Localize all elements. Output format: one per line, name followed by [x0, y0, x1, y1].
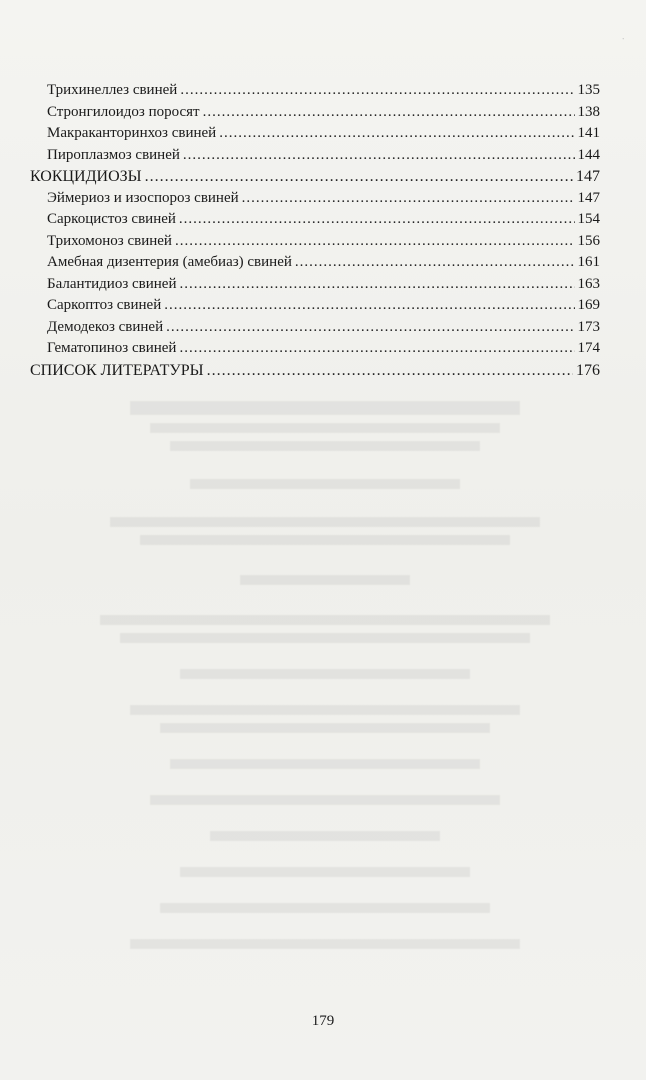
toc-entry-page: 176: [576, 361, 600, 379]
toc-entry: [30, 123, 600, 145]
toc-entry-title: Саркоптоз свиней: [47, 297, 162, 313]
toc-entry: [30, 231, 600, 253]
toc-entry: [30, 80, 600, 102]
toc-entry: [30, 252, 600, 274]
toc-entry-title: СПИСОК ЛИТЕРАТУРЫ: [30, 361, 204, 379]
corner-speck-icon: ∙: [622, 34, 625, 45]
toc-entry-title: Амебная дизентерия (амебиаз) свиней: [47, 254, 292, 270]
toc-dot-leader: [180, 80, 574, 102]
toc-dot-leader: [242, 188, 575, 210]
toc-dot-leader: [295, 252, 575, 274]
toc-entry-page: 147: [576, 168, 600, 185]
toc-entry-title: Трихомоноз свиней: [47, 232, 172, 249]
toc-entry-title: Саркоцистоз свиней: [47, 211, 176, 227]
toc-entry-page: 163: [577, 275, 600, 292]
toc-entry: [30, 338, 600, 360]
toc-entry-page: 154: [577, 211, 600, 227]
toc-entry-title: Эймериоз и изоспороз свиней: [47, 189, 239, 206]
toc-entry-title: Макракантоpинхоз свиней: [47, 125, 217, 141]
toc-entry-title: Балантидиоз свиней: [47, 275, 177, 292]
toc-dot-leader: [179, 209, 575, 231]
toc-dot-leader: [175, 231, 575, 253]
toc-entry-page: 135: [577, 82, 600, 98]
toc-dot-leader: [183, 145, 575, 167]
toc-entry-page: 169: [577, 297, 600, 313]
toc-entry: [30, 295, 600, 317]
toc-entry-page: 147: [577, 189, 600, 206]
toc-dot-leader: [219, 123, 574, 145]
toc-entry-page: 161: [577, 254, 600, 270]
toc-entry: [30, 360, 600, 382]
toc-entry-title: Демодекоз свиней: [47, 318, 164, 335]
toc-dot-leader: [164, 295, 574, 317]
toc-entry-page: 144: [577, 146, 600, 163]
toc-entry-page: 138: [577, 103, 600, 120]
toc-entry-title: КОКЦИДИОЗЫ: [30, 168, 142, 185]
toc-entry-page: 156: [577, 232, 600, 249]
toc-entry-title: Стронгилоидоз поросят: [47, 103, 200, 120]
toc-dot-leader: [179, 274, 574, 296]
toc-entry: [30, 188, 600, 210]
toc-entry: [30, 317, 600, 339]
page-number: 179: [311, 1013, 335, 1029]
toc-entry-page: 174: [577, 340, 600, 356]
toc-entry-title: Гематопиноз свиней: [47, 340, 177, 356]
toc-entry: [30, 209, 600, 231]
toc-dot-leader: [179, 338, 574, 360]
toc-entry: [30, 102, 600, 124]
toc-entry-title: Пироплазмоз свиней: [47, 146, 180, 163]
toc-entry-page: 173: [577, 318, 600, 335]
toc-entry: [30, 274, 600, 296]
toc-dot-leader: [145, 166, 573, 188]
toc-dot-leader: [207, 360, 573, 382]
toc-dot-leader: [166, 317, 574, 339]
table-of-contents: [30, 80, 600, 381]
toc-entry-page: 141: [577, 125, 600, 141]
toc-dot-leader: [203, 102, 575, 124]
toc-entry-title: Трихинеллез свиней: [47, 82, 178, 98]
bleed-through-shadow: [90, 395, 560, 955]
toc-entry: [30, 166, 600, 188]
toc-entry: [30, 145, 600, 167]
